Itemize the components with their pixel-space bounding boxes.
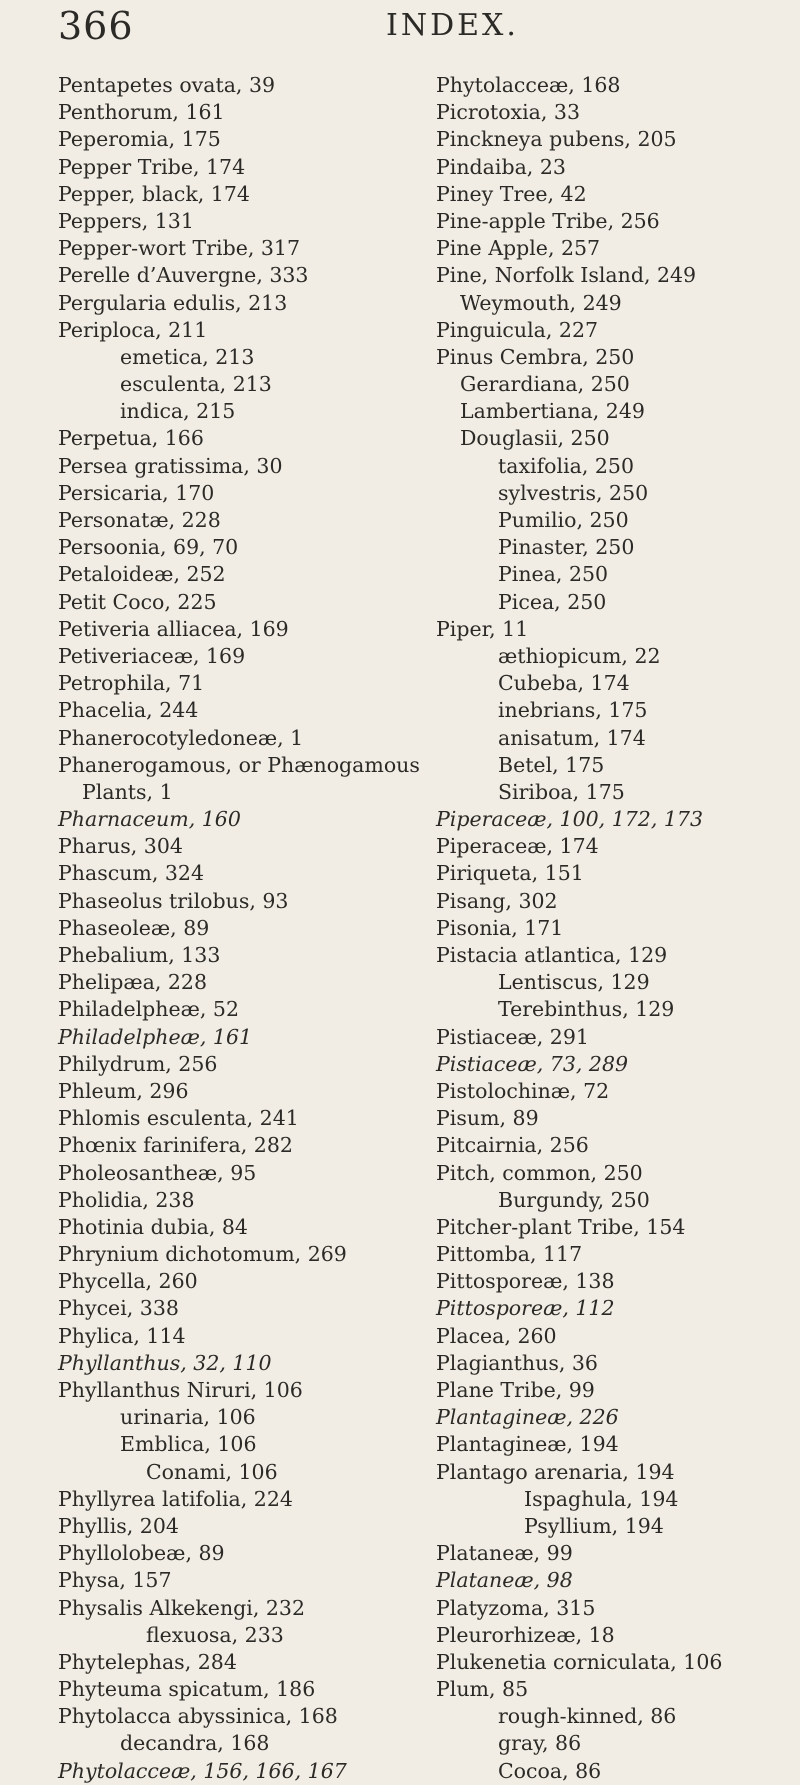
index-entry: Douglasii, 250 <box>460 426 610 451</box>
index-entry: Pergularia edulis, 213 <box>58 290 288 315</box>
index-entry: Phytelephas, 284 <box>58 1649 237 1674</box>
index-entry: Pharus, 304 <box>58 834 183 859</box>
index-entry: Pinea, 250 <box>498 562 609 587</box>
index-entry: Conami, 106 <box>146 1459 278 1484</box>
index-entry: Pleurorhizeæ, 18 <box>436 1622 615 1647</box>
index-entry: Pitcher-plant Tribe, 154 <box>436 1214 686 1239</box>
index-entry: Pine, Norfolk Island, 249 <box>436 263 697 288</box>
index-entry: Terebinthus, 129 <box>498 997 675 1022</box>
index-entry: Phleum, 296 <box>58 1078 189 1103</box>
index-entry: Pine Apple, 257 <box>436 236 601 261</box>
index-entry: esculenta, 213 <box>120 372 272 397</box>
index-entry: emetica, 213 <box>120 344 255 369</box>
index-entry: Philadelpheæ, 52 <box>58 997 239 1022</box>
index-entry: Pharnaceum, 160 <box>58 807 241 832</box>
index-entry: Pumilio, 250 <box>498 508 629 532</box>
index-entry: Phaseoleæ, 89 <box>58 915 210 940</box>
index-entry: decandra, 168 <box>120 1731 270 1756</box>
index-entry: Picrotoxia, 33 <box>436 100 581 125</box>
index-entry: Pepper Tribe, 174 <box>58 154 246 179</box>
index-entry: Phanerogamous, or Phænogamous <box>58 752 420 777</box>
index-entry: Plukenetia corniculata, 106 <box>436 1649 723 1674</box>
index-entry: Piney Tree, 42 <box>436 181 587 206</box>
index-entry: Phyteuma spicatum, 186 <box>58 1677 316 1702</box>
index-entry: Phlomis esculenta, 241 <box>58 1106 299 1131</box>
index-entry: Petaloideæ, 252 <box>58 562 226 587</box>
index-entry: Phebalium, 133 <box>58 943 221 967</box>
index-entry: Periploca, 211 <box>58 317 208 342</box>
index-entry: Cocoa, 86 <box>498 1758 602 1783</box>
index-entry: Phyllanthus Niruri, 106 <box>58 1378 303 1402</box>
index-entry: Platyzoma, 315 <box>436 1595 596 1620</box>
index-entry: Perpetua, 166 <box>58 426 204 451</box>
index-entry: Plagianthus, 36 <box>436 1350 598 1375</box>
index-entry: Pittosporeæ, 112 <box>436 1296 615 1321</box>
index-entry: Phœnix farinifera, 282 <box>58 1133 293 1158</box>
index-entry: Psyllium, 194 <box>524 1513 664 1538</box>
index-entry: Phylica, 114 <box>58 1323 186 1348</box>
index-entry: flexuosa, 233 <box>146 1622 284 1647</box>
index-entry: Betel, 175 <box>498 752 605 777</box>
index-entry: Lentiscus, 129 <box>498 970 650 995</box>
index-entry: gray, 86 <box>498 1731 582 1756</box>
index-entry: Phytolacca abyssinica, 168 <box>58 1704 338 1729</box>
index-entry: Placea, 260 <box>436 1323 557 1348</box>
index-entry: Plants, 1 <box>82 779 173 804</box>
index-entry: Ispaghula, 194 <box>524 1486 679 1511</box>
index-entry: Physa, 157 <box>58 1568 172 1593</box>
index-entry: Phytolacceæ, 168 <box>436 73 621 97</box>
index-entry: Pentapetes ovata, 39 <box>58 73 276 97</box>
index-entry: anisatum, 174 <box>498 725 646 750</box>
index-entry: Gerardiana, 250 <box>460 372 630 397</box>
index-entry: Philydrum, 256 <box>58 1051 218 1076</box>
index-column-left <box>58 72 428 1785</box>
index-entry: Persoonia, 69, 70 <box>58 535 239 560</box>
index-entry: Pepper, black, 174 <box>58 181 250 206</box>
index-entry: Phacelia, 244 <box>58 698 199 723</box>
index-entry: Pepper-wort Tribe, 317 <box>58 236 300 261</box>
page-number: 366 <box>58 4 134 48</box>
index-entry: Piper, 11 <box>436 616 529 641</box>
index-entry: Plantago arenaria, 194 <box>436 1459 675 1484</box>
index-entry: Plataneæ, 99 <box>436 1541 573 1566</box>
index-entry: Lambertiana, 249 <box>460 399 645 424</box>
index-entry: Pittosporeæ, 138 <box>436 1269 615 1294</box>
index-entry: Pinaster, 250 <box>498 535 635 560</box>
index-entry: Philadelpheæ, 161 <box>58 1024 253 1049</box>
index-entry: inebrians, 175 <box>498 698 648 723</box>
index-entry: Phycella, 260 <box>58 1269 198 1294</box>
index-entry: Piperaceæ, 174 <box>436 834 599 859</box>
index-entry: Siriboa, 175 <box>498 779 625 804</box>
index-entry: Petit Coco, 225 <box>58 589 217 614</box>
index-entry: sylvestris, 250 <box>498 480 649 505</box>
index-entry: Peppers, 131 <box>58 208 194 233</box>
index-entry: Pitcairnia, 256 <box>436 1133 589 1158</box>
index-entry: Plantagineæ, 194 <box>436 1432 619 1457</box>
index-entry: Picea, 250 <box>498 589 607 614</box>
index-entry: Pinckneya pubens, 205 <box>436 127 677 152</box>
index-entry: Petiveria alliacea, 169 <box>58 616 289 641</box>
index-entry: Petiveriaceæ, 169 <box>58 643 246 668</box>
index-entry: Phaseolus trilobus, 93 <box>58 888 289 913</box>
index-entry: Plum, 85 <box>436 1677 529 1702</box>
index-entry: Phanerocotyledoneæ, 1 <box>58 725 304 750</box>
index-entry: Pine-apple Tribe, 256 <box>436 208 660 233</box>
index-entry: Phrynium dichotomum, 269 <box>58 1242 347 1267</box>
index-entry: indica, 215 <box>120 399 236 424</box>
index-entry: Pitch, common, 250 <box>436 1160 643 1185</box>
index-entry: Burgundy, 250 <box>498 1187 650 1212</box>
index-entry: Pistolochinæ, 72 <box>436 1078 610 1103</box>
index-entry: Photinia dubia, 84 <box>58 1214 248 1239</box>
index-entry: æthiopicum, 22 <box>498 643 661 668</box>
index-entry: taxifolia, 250 <box>498 453 635 478</box>
index-entry: Penthorum, 161 <box>58 100 225 125</box>
running-head: INDEX. <box>386 8 519 43</box>
index-entry: Phyllis, 204 <box>58 1513 179 1538</box>
index-entry: Plantagineæ, 226 <box>436 1405 619 1430</box>
index-entry: Pindaiba, 23 <box>436 154 566 179</box>
index-entry: Pisonia, 171 <box>436 915 564 940</box>
index-entry: Phycei, 338 <box>58 1296 179 1321</box>
index-entry: Persicaria, 170 <box>58 480 215 505</box>
index-entry: Persea gratissima, 30 <box>58 453 283 478</box>
index-entry: Plane Tribe, 99 <box>436 1378 595 1402</box>
index-entry: Pistiaceæ, 291 <box>436 1024 589 1049</box>
index-entry: Pholidia, 238 <box>58 1187 195 1212</box>
index-entry: Pinus Cembra, 250 <box>436 344 635 369</box>
index-entry: Pinguicula, 227 <box>436 317 599 342</box>
index-entry: Weymouth, 249 <box>460 290 622 315</box>
index-entry: Phyllolobeæ, 89 <box>58 1541 225 1566</box>
index-entry: Phelipæa, 228 <box>58 970 208 995</box>
index-entry: Pisang, 302 <box>436 888 558 913</box>
index-entry: Phytolacceæ, 156, 166, 167 <box>58 1758 347 1783</box>
index-entry: Pholeosantheæ, 95 <box>58 1160 257 1185</box>
index-entry: Piperaceæ, 100, 172, 173 <box>436 807 703 832</box>
index-entry: Peperomia, 175 <box>58 127 221 152</box>
index-entry: Plataneæ, 98 <box>436 1568 573 1593</box>
index-entry: rough-kinned, 86 <box>498 1704 677 1729</box>
index-entry: Pistiaceæ, 73, 289 <box>436 1051 629 1076</box>
index-entry: Perelle d’Auvergne, 333 <box>58 263 309 288</box>
index-entry: Pistacia atlantica, 129 <box>436 943 668 967</box>
index-entry: Personatæ, 228 <box>58 508 221 532</box>
index-entry: Petrophila, 71 <box>58 671 205 696</box>
index-entry: Physalis Alkekengi, 232 <box>58 1595 305 1620</box>
index-entry: Pittomba, 117 <box>436 1242 583 1267</box>
index-column-right <box>436 72 800 1785</box>
index-entry: Pisum, 89 <box>436 1106 539 1131</box>
index-entry: Emblica, 106 <box>120 1432 257 1457</box>
index-entry: Phyllanthus, 32, 110 <box>58 1350 272 1375</box>
index-entry: Piriqueta, 151 <box>436 861 584 886</box>
index-entry: Phyllyrea latifolia, 224 <box>58 1486 293 1511</box>
index-entry: Phascum, 324 <box>58 861 205 886</box>
index-entry: Cubeba, 174 <box>498 671 630 696</box>
index-entry: urinaria, 106 <box>120 1405 256 1430</box>
